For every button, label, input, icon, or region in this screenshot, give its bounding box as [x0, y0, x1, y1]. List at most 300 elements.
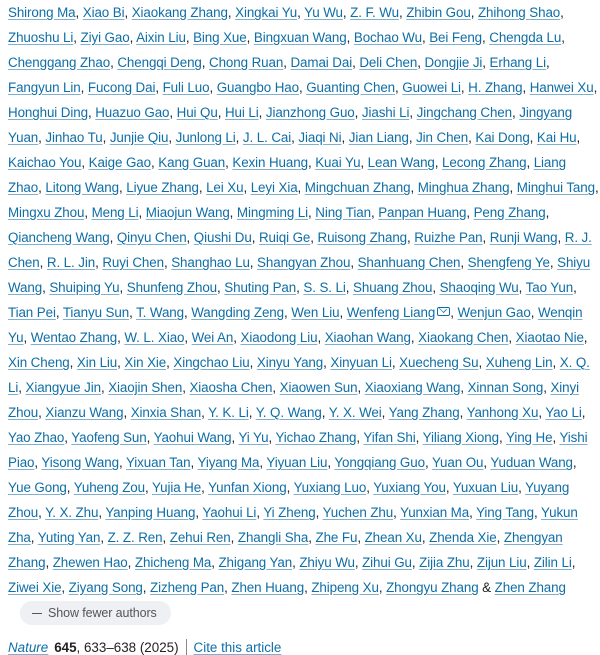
- separator: ,: [323, 355, 331, 370]
- separator: ,: [345, 280, 354, 295]
- author-link[interactable]: Xin Liu: [76, 355, 118, 370]
- author-link[interactable]: Ning Tian: [315, 205, 371, 220]
- separator: ,: [182, 380, 190, 395]
- show-fewer-authors-button[interactable]: [20, 601, 171, 625]
- separator: ,: [432, 280, 440, 295]
- author-link[interactable]: Xinyi Zhou: [8, 380, 579, 420]
- author-link[interactable]: Ruisong Zhang: [317, 230, 408, 245]
- author-link[interactable]: Xinxia Shan: [130, 405, 202, 420]
- author-link[interactable]: Xianzu Wang: [45, 405, 124, 420]
- author-link[interactable]: Minghui Tang: [516, 180, 595, 195]
- separator: ,: [357, 380, 365, 395]
- separator: ,: [572, 455, 577, 470]
- separator: ,: [42, 280, 50, 295]
- author-link[interactable]: Yujia He: [152, 480, 202, 495]
- separator: ,: [284, 305, 292, 320]
- author-link[interactable]: Xiaodong Liu: [240, 330, 318, 345]
- author-link[interactable]: Jiaqi Ni: [298, 130, 342, 145]
- author-link[interactable]: Yunfan Xiong: [208, 480, 287, 495]
- separator: ,: [434, 155, 443, 170]
- author-link[interactable]: Runji Wang: [489, 230, 558, 245]
- author-link[interactable]: Zijia Zhu: [419, 555, 470, 570]
- separator: ,: [534, 505, 542, 520]
- author-link[interactable]: Chengqi Deng: [117, 55, 202, 70]
- author-link[interactable]: Fucong Dai: [87, 80, 156, 95]
- journal-link[interactable]: Nature: [8, 639, 49, 655]
- author-link[interactable]: Qinyu Chen: [116, 230, 187, 245]
- separator: ,: [321, 405, 329, 420]
- separator: ,: [231, 430, 239, 445]
- author-link[interactable]: Lecong Zhang: [442, 155, 527, 170]
- separator: ,: [450, 305, 458, 320]
- author-link[interactable]: Wen Liu: [291, 305, 340, 320]
- author-link[interactable]: Lei Xu: [206, 180, 244, 195]
- author-link[interactable]: Hanwei Xu: [529, 80, 594, 95]
- author-link[interactable]: Jingchang Chen: [416, 105, 513, 120]
- author-link[interactable]: Minghua Zhang: [417, 180, 510, 195]
- author-link[interactable]: Zhicheng Ma: [134, 555, 212, 570]
- separator: ,: [482, 230, 490, 245]
- author-link[interactable]: Tianyu Sun: [62, 305, 130, 320]
- separator: ,: [393, 505, 401, 520]
- separator: ,: [73, 30, 81, 45]
- separator: ,: [184, 305, 192, 320]
- separator: ,: [466, 205, 474, 220]
- author-link[interactable]: Xiaokang Chen: [418, 330, 509, 345]
- separator: ,: [151, 155, 159, 170]
- separator: ,: [129, 30, 137, 45]
- author-link[interactable]: Zhigang Yan: [218, 555, 293, 570]
- separator: ,: [594, 180, 599, 195]
- separator: ,: [549, 255, 558, 270]
- author-link[interactable]: Yuting Yan: [37, 530, 101, 545]
- author-link[interactable]: Xuheng Lin: [485, 355, 553, 370]
- author-link[interactable]: Xiaosha Chen: [189, 380, 273, 395]
- separator: ,: [460, 80, 469, 95]
- author-link[interactable]: Jin Chen: [416, 130, 469, 145]
- author-link[interactable]: Shuting Pan: [224, 280, 297, 295]
- separator: ,: [560, 5, 564, 20]
- separator: ,: [34, 455, 42, 470]
- author-link[interactable]: R. J. Chen: [8, 230, 592, 270]
- separator: ,: [45, 555, 53, 570]
- author-link[interactable]: Aixin Liu: [136, 30, 186, 45]
- separator: ,: [100, 530, 108, 545]
- author-link[interactable]: Yisong Wang: [41, 455, 119, 470]
- separator: ,: [545, 55, 550, 70]
- author-link[interactable]: Zhangli Sha: [237, 530, 309, 545]
- author-link[interactable]: Zhibin Gou: [406, 5, 471, 20]
- author-link[interactable]: Shuiping Yu: [49, 280, 120, 295]
- separator: ,: [346, 30, 354, 45]
- separator: ,: [229, 205, 237, 220]
- separator: ,: [304, 580, 312, 595]
- author-link[interactable]: Yue Gong: [8, 480, 67, 495]
- divider: [186, 639, 187, 655]
- author-link[interactable]: Yuheng Zou: [73, 480, 145, 495]
- author-link[interactable]: Yaohui Li: [202, 505, 257, 520]
- separator: ,: [61, 580, 69, 595]
- author-link[interactable]: Yiyuan Liu: [266, 455, 328, 470]
- author-link[interactable]: Liyue Zhang: [126, 180, 199, 195]
- author-link[interactable]: Yi Zheng: [263, 505, 316, 520]
- author-link[interactable]: Y. K. Li: [208, 405, 249, 420]
- separator: ,: [421, 530, 430, 545]
- separator: ,: [360, 155, 368, 170]
- separator: ,: [408, 130, 417, 145]
- author-link[interactable]: Qiancheng Wang: [8, 230, 110, 245]
- author-link[interactable]: Zehui Ren: [169, 530, 231, 545]
- author-link[interactable]: Xiaoxiang Wang: [364, 380, 461, 395]
- author-link[interactable]: Zhuoshu Li: [8, 30, 74, 45]
- separator: ,: [317, 330, 325, 345]
- author-link[interactable]: Panpan Huang: [378, 205, 467, 220]
- separator: ,: [227, 5, 236, 20]
- author-link[interactable]: Yang Zhang: [388, 405, 460, 420]
- author-link[interactable]: Liang Zhao: [8, 155, 566, 195]
- author-link[interactable]: Yishi Piao: [8, 430, 588, 470]
- author-link[interactable]: Xiao Bi: [82, 5, 125, 20]
- separator: ,: [526, 155, 534, 170]
- separator: ,: [357, 530, 365, 545]
- author-link[interactable]: Erhang Li: [489, 55, 546, 70]
- author-link[interactable]: Xuecheng Su: [399, 355, 479, 370]
- separator: ,: [168, 130, 176, 145]
- separator: ,: [225, 155, 233, 170]
- separator: ,: [291, 130, 299, 145]
- separator: ,: [469, 555, 477, 570]
- author-link[interactable]: Xinyu Yang: [256, 355, 324, 370]
- author-link[interactable]: Ying Tang: [476, 505, 535, 520]
- author-link[interactable]: Shangyan Zhou: [257, 255, 351, 270]
- separator: ,: [248, 405, 256, 420]
- separator: ,: [571, 555, 576, 570]
- author-link[interactable]: Yuduan Wang: [490, 455, 573, 470]
- author-link[interactable]: Shuang Zhou: [353, 280, 433, 295]
- separator: ,: [169, 105, 177, 120]
- author-link[interactable]: Deli Chen: [359, 55, 418, 70]
- separator: ,: [75, 5, 83, 20]
- separator: ,: [496, 530, 504, 545]
- author-link[interactable]: Kaige Gao: [88, 155, 152, 170]
- author-link[interactable]: Z. F. Wu: [350, 5, 399, 20]
- author-link[interactable]: Damai Dai: [290, 55, 353, 70]
- author-link[interactable]: Jingyang Yuan: [8, 105, 573, 145]
- author-link[interactable]: Yifan Shi: [363, 430, 416, 445]
- separator: ,: [129, 305, 137, 320]
- separator: ,: [166, 355, 174, 370]
- author-link[interactable]: Wenjun Gao: [457, 305, 531, 320]
- author-link[interactable]: Guangbo Hao: [216, 80, 299, 95]
- separator: ,: [557, 230, 565, 245]
- author-link[interactable]: Jianzhong Guo: [265, 105, 355, 120]
- author-link[interactable]: Peng Zhang: [473, 205, 546, 220]
- author-link[interactable]: Zhe Fu: [315, 530, 358, 545]
- author-link[interactable]: Jiashi Li: [361, 105, 410, 120]
- separator: ,: [201, 405, 209, 420]
- author-link[interactable]: Ruiqi Ge: [258, 230, 311, 245]
- author-link[interactable]: Yao Zhao: [8, 430, 65, 445]
- author-link[interactable]: Shaoqing Wu: [439, 280, 519, 295]
- separator: ,: [258, 105, 266, 120]
- author-link[interactable]: S. S. Li: [303, 280, 346, 295]
- separator: ,: [272, 380, 280, 395]
- author-link[interactable]: Shunfeng Zhou: [126, 280, 218, 295]
- author-link[interactable]: Xin Xie: [124, 355, 167, 370]
- author-link[interactable]: Xin Cheng: [8, 355, 70, 370]
- author-link[interactable]: Zhipeng Xu: [311, 580, 379, 595]
- separator: ,: [526, 555, 534, 570]
- author-link[interactable]: Zhongyu Zhang: [386, 580, 479, 595]
- author-link[interactable]: Mingming Li: [236, 205, 309, 220]
- author-link[interactable]: Yuyang Zhou: [8, 480, 570, 520]
- author-link[interactable]: Yanhong Xu: [466, 405, 539, 420]
- author-link[interactable]: Guowei Li: [402, 80, 461, 95]
- author-link[interactable]: Wenqin Yu: [8, 305, 583, 345]
- separator: ,: [251, 230, 259, 245]
- author-link[interactable]: Bochao Wu: [353, 30, 422, 45]
- author-link[interactable]: Ruizhe Pan: [414, 230, 483, 245]
- author-link[interactable]: Junlong Li: [175, 130, 236, 145]
- author-link[interactable]: Ziyang Song: [68, 580, 143, 595]
- separator: ,: [391, 355, 400, 370]
- separator: ,: [249, 255, 258, 270]
- author-link[interactable]: Huazuo Gao: [95, 105, 170, 120]
- separator: ,: [417, 55, 425, 70]
- separator: ,: [478, 355, 486, 370]
- separator: ,: [246, 30, 254, 45]
- author-link[interactable]: Yaohui Wang: [153, 430, 232, 445]
- author-link[interactable]: Kai Hu: [536, 130, 577, 145]
- author-link[interactable]: Xingchao Liu: [173, 355, 250, 370]
- pages-year: , 633–638 (2025): [76, 639, 179, 655]
- separator: ,: [308, 530, 316, 545]
- author-link[interactable]: Kang Guan: [158, 155, 226, 170]
- separator: ,: [378, 580, 387, 595]
- author-link[interactable]: Yuxiang You: [373, 480, 446, 495]
- separator: ,: [445, 480, 453, 495]
- author-link[interactable]: Mingchuan Zhang: [304, 180, 411, 195]
- author-link[interactable]: Jian Liang: [348, 130, 409, 145]
- separator: ,: [249, 355, 257, 370]
- author-link[interactable]: Yaofeng Sun: [71, 430, 147, 445]
- author-link[interactable]: Xiangyue Jin: [25, 380, 101, 395]
- author-link[interactable]: Yi Yu: [238, 430, 269, 445]
- author-link[interactable]: Zhenda Xie: [429, 530, 497, 545]
- author-link[interactable]: Fuli Luo: [162, 80, 210, 95]
- author-link[interactable]: Xiaokang Zhang: [131, 5, 228, 20]
- author-link[interactable]: Leyi Xia: [250, 180, 298, 195]
- author-link[interactable]: Shirong Ma: [8, 5, 76, 20]
- separator: ,: [224, 580, 232, 595]
- separator: ,: [356, 430, 364, 445]
- separator: ,: [198, 180, 207, 195]
- separator: ,: [217, 280, 225, 295]
- separator: ,: [576, 130, 581, 145]
- author-link[interactable]: Ruyi Chen: [102, 255, 164, 270]
- separator: ,: [201, 55, 210, 70]
- author-link[interactable]: Zhihong Shao: [477, 5, 561, 20]
- author-link[interactable]: H. Zhang: [468, 80, 523, 95]
- author-link[interactable]: Yukun Zha: [8, 505, 578, 545]
- author-link[interactable]: Zhewen Hao: [52, 555, 128, 570]
- author-link[interactable]: T. Wang: [136, 305, 184, 320]
- author-link[interactable]: Jinhao Tu: [45, 130, 103, 145]
- author-link[interactable]: Fangyun Lin: [8, 80, 81, 95]
- author-link[interactable]: W. L. Xiao: [124, 330, 185, 345]
- author-link[interactable]: Junjie Qiu: [109, 130, 169, 145]
- separator: ,: [327, 455, 335, 470]
- author-link[interactable]: R. L. Jin: [46, 255, 96, 270]
- author-link[interactable]: Xiaotao Nie: [515, 330, 584, 345]
- author-list: [8, 0, 600, 625]
- separator: ,: [117, 355, 125, 370]
- author-link[interactable]: Xiaojin Shen: [108, 380, 183, 395]
- separator: ,: [470, 5, 478, 20]
- separator: ,: [593, 80, 598, 95]
- author-link[interactable]: Yanping Huang: [105, 505, 196, 520]
- author-link[interactable]: Yunxian Ma: [400, 505, 470, 520]
- author-link[interactable]: Chengda Lu: [489, 30, 562, 45]
- author-link[interactable]: Kuai Yu: [315, 155, 361, 170]
- author-link[interactable]: Kai Dong: [475, 130, 530, 145]
- author-link[interactable]: Bei Feng: [429, 30, 483, 45]
- separator: ,: [235, 130, 243, 145]
- separator: ,: [518, 480, 526, 495]
- author-link[interactable]: Chenggang Zhao: [8, 55, 111, 70]
- citation-line: [8, 639, 600, 655]
- separator: ,: [163, 255, 172, 270]
- author-link[interactable]: Wentao Zhang: [30, 330, 118, 345]
- author-link[interactable]: J. L. Cai: [242, 130, 292, 145]
- separator: ,: [354, 555, 363, 570]
- separator: ,: [283, 55, 291, 70]
- separator: ,: [352, 55, 360, 70]
- separator: ,: [259, 455, 267, 470]
- author-link[interactable]: Zilin Li: [533, 555, 572, 570]
- author-link[interactable]: Hui Li: [224, 105, 259, 120]
- author-link[interactable]: Zhean Xu: [364, 530, 422, 545]
- author-link[interactable]: Zizheng Pan: [150, 580, 225, 595]
- separator: ,: [543, 380, 551, 395]
- separator: ,: [308, 205, 316, 220]
- email-icon[interactable]: [437, 307, 450, 316]
- author-link[interactable]: Wenfeng Liang: [346, 305, 436, 320]
- author-link[interactable]: Yuan Ou: [431, 455, 484, 470]
- author-link[interactable]: Zhengyan Zhang: [8, 530, 563, 570]
- separator: ,: [460, 380, 468, 395]
- author-link[interactable]: Chong Ruan: [209, 55, 284, 70]
- separator: ,: [69, 355, 77, 370]
- separator: ,: [296, 280, 304, 295]
- author-link[interactable]: Y. Q. Wang: [255, 405, 322, 420]
- author-link[interactable]: X. Q. Li: [8, 355, 590, 395]
- separator: ,: [155, 80, 163, 95]
- author-link[interactable]: Yu Wu: [304, 5, 343, 20]
- author-link[interactable]: Lean Wang: [367, 155, 435, 170]
- separator: ,: [100, 380, 109, 395]
- author-link[interactable]: Miaojun Wang: [145, 205, 230, 220]
- author-link[interactable]: Kaichao You: [8, 155, 82, 170]
- author-link[interactable]: Shengfeng Ye: [467, 255, 550, 270]
- author-link[interactable]: Xiaowen Sun: [279, 380, 358, 395]
- author-link[interactable]: Z. Z. Ren: [107, 530, 163, 545]
- author-link[interactable]: Xiaohan Wang: [324, 330, 411, 345]
- author-link[interactable]: Yiliang Xiong: [422, 430, 499, 445]
- separator: ,: [415, 430, 423, 445]
- author-link[interactable]: Wei An: [191, 330, 234, 345]
- author-link[interactable]: Dongjie Ji: [424, 55, 483, 70]
- author-link[interactable]: Ziyi Gao: [80, 30, 130, 45]
- author-link[interactable]: Ying He: [505, 430, 553, 445]
- separator: ,: [407, 230, 415, 245]
- author-link[interactable]: Tao Yun: [525, 280, 574, 295]
- separator: ,: [307, 155, 316, 170]
- author-link[interactable]: Zijun Liu: [476, 555, 527, 570]
- separator: ,: [184, 330, 192, 345]
- author-link[interactable]: Yongqiang Guo: [334, 455, 425, 470]
- author-link[interactable]: Xinyuan Li: [330, 355, 392, 370]
- separator: ,: [552, 355, 560, 370]
- author-link[interactable]: Yiyang Ma: [197, 455, 260, 470]
- separator: ,: [127, 555, 135, 570]
- separator: ,: [508, 330, 516, 345]
- separator: ,: [98, 505, 106, 520]
- author-link[interactable]: Bingxuan Wang: [253, 30, 347, 45]
- separator: ,: [460, 255, 468, 270]
- separator: ,: [118, 455, 126, 470]
- author-link[interactable]: Yuxiang Luo: [293, 480, 367, 495]
- separator: ,: [146, 430, 154, 445]
- separator: ,: [341, 130, 349, 145]
- author-link[interactable]: Wangding Zeng: [191, 305, 284, 320]
- author-link[interactable]: Xinnan Song: [467, 380, 544, 395]
- author-link[interactable]: Zhiyu Wu: [299, 555, 355, 570]
- author-link[interactable]: Litong Wang: [45, 180, 119, 195]
- separator: ,: [80, 80, 88, 95]
- author-link[interactable]: Yao Li: [545, 405, 582, 420]
- author-link[interactable]: Yuxuan Liu: [452, 480, 519, 495]
- author-link[interactable]: Bing Xue: [193, 30, 247, 45]
- author-link[interactable]: Mingxu Zhou: [8, 205, 85, 220]
- author-link[interactable]: Yichao Zhang: [275, 430, 357, 445]
- author-link[interactable]: Hui Qu: [176, 105, 218, 120]
- author-link[interactable]: Shiyu Wang: [8, 255, 591, 295]
- author-link[interactable]: Guanting Chen: [306, 80, 396, 95]
- author-link[interactable]: Zihui Gu: [362, 555, 412, 570]
- separator: ,: [81, 155, 89, 170]
- author-link[interactable]: Y. X. Wei: [328, 405, 382, 420]
- author-link[interactable]: Shanhuang Chen: [357, 255, 461, 270]
- separator: ,: [339, 305, 347, 320]
- author-link[interactable]: Qiushi Du: [193, 230, 252, 245]
- cite-this-article-link[interactable]: Cite this article: [193, 639, 282, 655]
- author-link[interactable]: Shanghao Lu: [171, 255, 250, 270]
- author-link[interactable]: Zhen Huang: [231, 580, 305, 595]
- author-link[interactable]: Zhen Zhang: [494, 580, 566, 595]
- author-link[interactable]: Xingkai Yu: [235, 5, 298, 20]
- separator: ,: [538, 405, 546, 420]
- conjunction: &: [478, 580, 495, 595]
- author-link[interactable]: Y. X. Zhu: [45, 505, 99, 520]
- author-link[interactable]: Ziwei Xie: [8, 580, 62, 595]
- author-link[interactable]: Tian Pei: [8, 305, 56, 320]
- author-link[interactable]: Meng Li: [91, 205, 139, 220]
- author-link[interactable]: Honghui Ding: [8, 105, 88, 120]
- author-link[interactable]: Kexin Huang: [232, 155, 308, 170]
- author-link[interactable]: Yixuan Tan: [125, 455, 191, 470]
- author-link[interactable]: Yuchen Zhu: [322, 505, 394, 520]
